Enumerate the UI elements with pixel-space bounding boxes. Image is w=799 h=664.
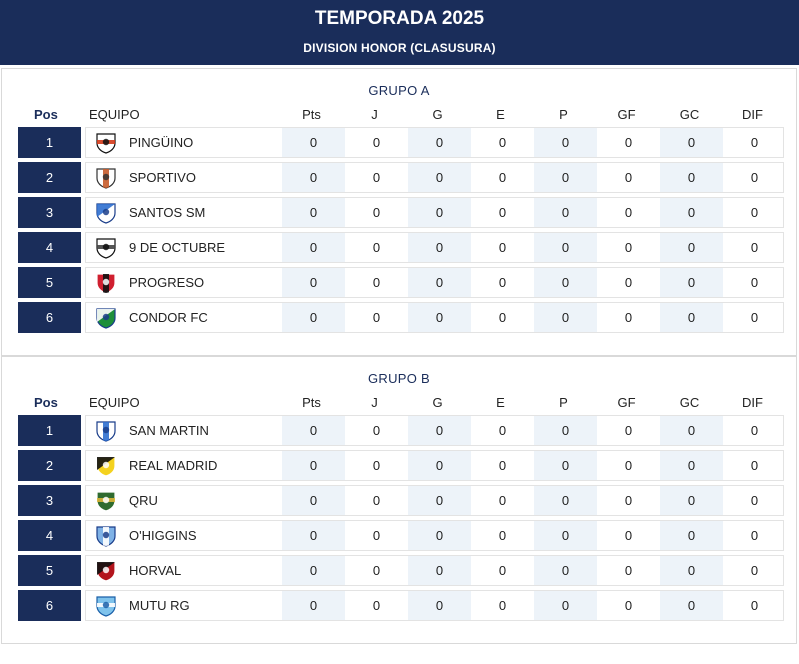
stat-j: 0 (372, 563, 381, 578)
stat-dif: 0 (750, 240, 759, 255)
column-header-dif: DIF (742, 107, 763, 122)
stat-j: 0 (372, 240, 381, 255)
stat-gf: 0 (624, 205, 633, 220)
stat-gc: 0 (660, 521, 723, 550)
team-cell (85, 555, 784, 586)
stat-j: 0 (372, 423, 381, 438)
stat-e: 0 (498, 310, 507, 325)
team-cell (85, 590, 784, 621)
stat-pts: 0 (282, 233, 345, 262)
stat-dif: 0 (750, 135, 759, 150)
stat-e: 0 (498, 563, 507, 578)
stat-dif: 0 (750, 598, 759, 613)
stat-pts: 0 (282, 163, 345, 192)
team-name[interactable]: REAL MADRID (129, 458, 218, 473)
stat-pts: 0 (282, 198, 345, 227)
stat-e: 0 (498, 528, 507, 543)
team-cell (85, 302, 784, 333)
table-row[interactable] (18, 197, 784, 228)
column-header-g: G (432, 107, 443, 122)
column-header-pts: Pts (302, 395, 321, 410)
stat-pts: 0 (282, 486, 345, 515)
stat-gc: 0 (660, 591, 723, 620)
stat-gf: 0 (624, 170, 633, 185)
stat-pts: 0 (282, 128, 345, 157)
stat-p: 0 (534, 556, 597, 585)
team-cell (85, 415, 784, 446)
stat-j: 0 (372, 528, 381, 543)
group-title: GRUPO B (367, 371, 431, 386)
stat-g: 0 (408, 128, 471, 157)
team-cell (85, 127, 784, 158)
position-cell: 5 (18, 267, 81, 298)
stat-gf: 0 (624, 598, 633, 613)
team-name[interactable]: PINGÜINO (129, 135, 194, 150)
stat-gc: 0 (660, 128, 723, 157)
stat-dif: 0 (750, 563, 759, 578)
position-cell: 5 (18, 555, 81, 586)
table-row[interactable] (18, 162, 784, 193)
position-cell: 2 (18, 162, 81, 193)
team-cell (85, 485, 784, 516)
stat-e: 0 (498, 135, 507, 150)
team-name[interactable]: QRU (129, 493, 158, 508)
table-row[interactable] (18, 267, 784, 298)
season-title: TEMPORADA 2025 (314, 8, 485, 29)
stat-gf: 0 (624, 493, 633, 508)
stat-dif: 0 (750, 205, 759, 220)
team-name[interactable]: SPORTIVO (129, 170, 196, 185)
ohiggins-crest-icon (94, 524, 118, 548)
stat-g: 0 (408, 198, 471, 227)
stat-g: 0 (408, 556, 471, 585)
stat-gf: 0 (624, 310, 633, 325)
team-cell (85, 232, 784, 263)
stat-j: 0 (372, 275, 381, 290)
stat-pts: 0 (282, 556, 345, 585)
stat-e: 0 (498, 275, 507, 290)
column-header-team: EQUIPO (89, 395, 140, 410)
table-row[interactable] (18, 415, 784, 446)
team-cell (85, 197, 784, 228)
position-cell: 2 (18, 450, 81, 481)
team-name[interactable]: SANTOS SM (129, 205, 206, 220)
stat-dif: 0 (750, 310, 759, 325)
stat-p: 0 (534, 128, 597, 157)
column-header-g: G (432, 395, 443, 410)
position-cell: 1 (18, 415, 81, 446)
team-cell (85, 450, 784, 481)
stat-g: 0 (408, 268, 471, 297)
stat-g: 0 (408, 486, 471, 515)
stat-gf: 0 (624, 240, 633, 255)
table-row[interactable] (18, 232, 784, 263)
sportivo-crest-icon (94, 166, 118, 190)
stat-p: 0 (534, 416, 597, 445)
position-cell: 4 (18, 232, 81, 263)
stat-p: 0 (534, 163, 597, 192)
column-header-dif: DIF (742, 395, 763, 410)
stat-g: 0 (408, 521, 471, 550)
position-cell: 3 (18, 485, 81, 516)
stat-j: 0 (372, 598, 381, 613)
stat-p: 0 (534, 486, 597, 515)
stat-gf: 0 (624, 563, 633, 578)
stat-p: 0 (534, 521, 597, 550)
table-row[interactable] (18, 127, 784, 158)
column-header-team: EQUIPO (89, 107, 140, 122)
column-header-j: J (371, 395, 378, 410)
column-header-j: J (371, 107, 378, 122)
stat-gc: 0 (660, 416, 723, 445)
stat-gc: 0 (660, 268, 723, 297)
column-header-p: P (559, 107, 568, 122)
column-header-gc: GC (679, 395, 700, 410)
stat-dif: 0 (750, 423, 759, 438)
san-martin-crest-icon (94, 419, 118, 443)
table-row[interactable] (18, 520, 784, 551)
position-cell: 6 (18, 590, 81, 621)
stat-gf: 0 (624, 423, 633, 438)
stat-p: 0 (534, 303, 597, 332)
team-cell (85, 520, 784, 551)
team-name[interactable]: PROGRESO (129, 275, 205, 290)
stat-j: 0 (372, 493, 381, 508)
stat-g: 0 (408, 591, 471, 620)
stat-p: 0 (534, 233, 597, 262)
column-header-gc: GC (679, 107, 700, 122)
team-cell (85, 162, 784, 193)
column-header-gf: GF (617, 107, 636, 122)
stat-gc: 0 (660, 163, 723, 192)
stat-j: 0 (372, 458, 381, 473)
stat-gc: 0 (660, 198, 723, 227)
table-row[interactable] (18, 450, 784, 481)
stat-p: 0 (534, 268, 597, 297)
column-header-e: E (496, 107, 505, 122)
table-row[interactable] (18, 590, 784, 621)
group-card-a (1, 68, 797, 356)
stat-gf: 0 (624, 458, 633, 473)
mutu-crest-icon (94, 594, 118, 618)
table-row[interactable] (18, 485, 784, 516)
position-cell: 6 (18, 302, 81, 333)
nueve-octubre-crest-icon (94, 236, 118, 260)
group-title: GRUPO A (368, 83, 430, 98)
team-name[interactable]: SAN MARTIN (129, 423, 209, 438)
stat-j: 0 (372, 135, 381, 150)
stat-dif: 0 (750, 493, 759, 508)
condor-crest-icon (94, 306, 118, 330)
stat-e: 0 (498, 170, 507, 185)
group-card-b (1, 356, 797, 644)
column-header-pts: Pts (302, 107, 321, 122)
stat-j: 0 (372, 170, 381, 185)
team-name[interactable]: MUTU RG (129, 598, 190, 613)
stat-dif: 0 (750, 170, 759, 185)
stat-pts: 0 (282, 416, 345, 445)
stat-pts: 0 (282, 268, 345, 297)
progreso-crest-icon (94, 271, 118, 295)
stat-gc: 0 (660, 233, 723, 262)
stat-pts: 0 (282, 591, 345, 620)
stat-gf: 0 (624, 135, 633, 150)
standings-header (0, 0, 799, 65)
team-cell (85, 267, 784, 298)
stat-gc: 0 (660, 451, 723, 480)
column-header-p: P (559, 395, 568, 410)
table-row[interactable] (18, 302, 784, 333)
column-header-pos: Pos (34, 107, 58, 122)
stat-e: 0 (498, 423, 507, 438)
column-header-e: E (496, 395, 505, 410)
stat-dif: 0 (750, 528, 759, 543)
column-header-gf: GF (617, 395, 636, 410)
stat-e: 0 (498, 493, 507, 508)
team-name[interactable]: HORVAL (129, 563, 182, 578)
stat-pts: 0 (282, 521, 345, 550)
stat-gc: 0 (660, 556, 723, 585)
pinguino-crest-icon (94, 131, 118, 155)
stat-p: 0 (534, 198, 597, 227)
stat-j: 0 (372, 205, 381, 220)
real-madrid-crest-icon (94, 454, 118, 478)
stat-gc: 0 (660, 303, 723, 332)
table-row[interactable] (18, 555, 784, 586)
stat-e: 0 (498, 205, 507, 220)
stat-e: 0 (498, 458, 507, 473)
division-subtitle: DIVISION HONOR (CLASUSURA) (303, 41, 496, 55)
stat-pts: 0 (282, 451, 345, 480)
team-name[interactable]: CONDOR FC (129, 310, 208, 325)
position-cell: 3 (18, 197, 81, 228)
stat-e: 0 (498, 598, 507, 613)
team-name[interactable]: 9 DE OCTUBRE (129, 240, 226, 255)
qru-crest-icon (94, 489, 118, 513)
stat-j: 0 (372, 310, 381, 325)
stat-p: 0 (534, 591, 597, 620)
stat-g: 0 (408, 451, 471, 480)
position-cell: 4 (18, 520, 81, 551)
position-cell: 1 (18, 127, 81, 158)
stat-p: 0 (534, 451, 597, 480)
horval-crest-icon (94, 559, 118, 583)
santos-crest-icon (94, 201, 118, 225)
stat-gc: 0 (660, 486, 723, 515)
stat-g: 0 (408, 233, 471, 262)
stat-dif: 0 (750, 275, 759, 290)
column-header-pos: Pos (34, 395, 58, 410)
stat-pts: 0 (282, 303, 345, 332)
team-name[interactable]: O'HIGGINS (129, 528, 197, 543)
stat-g: 0 (408, 163, 471, 192)
stat-gf: 0 (624, 275, 633, 290)
stat-e: 0 (498, 240, 507, 255)
stat-dif: 0 (750, 458, 759, 473)
stat-gf: 0 (624, 528, 633, 543)
stat-g: 0 (408, 416, 471, 445)
stat-g: 0 (408, 303, 471, 332)
